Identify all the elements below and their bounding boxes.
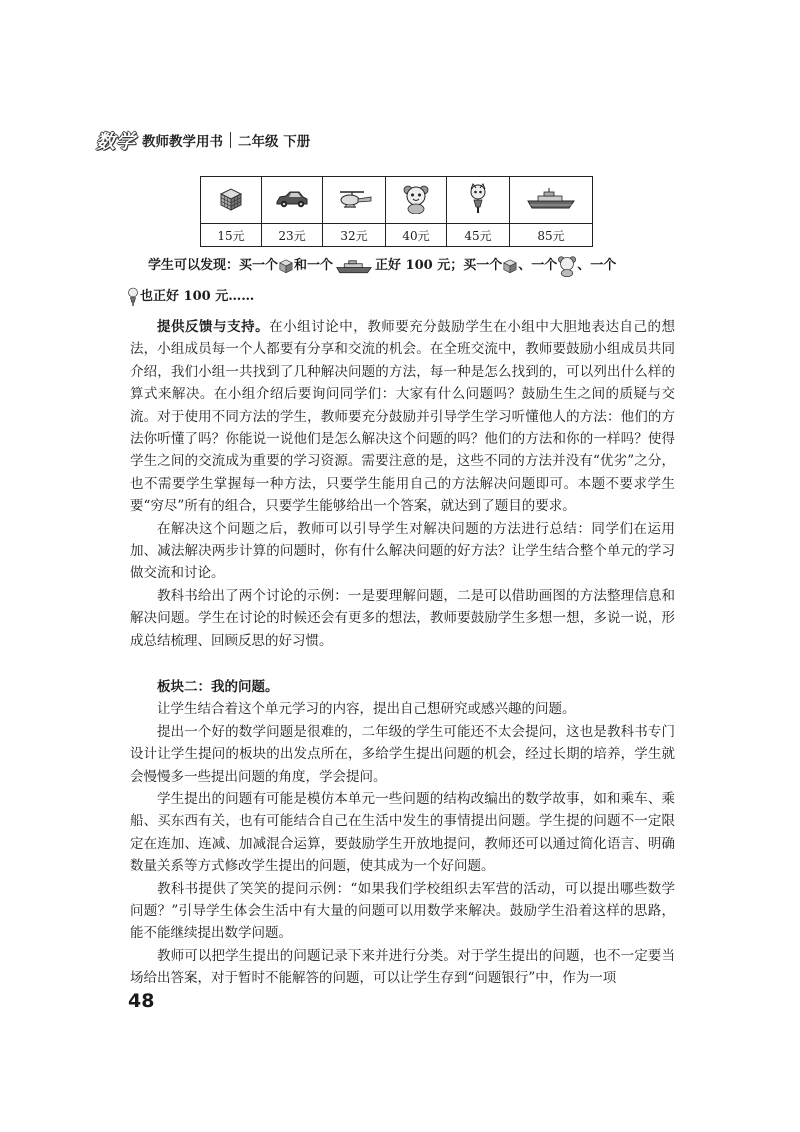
paragraph: 教科书提供了笑笑的提问示例：“如果我们学校组织去军营的活动，可以提出哪些数学问题？”引导学生体会生活中有大量的问题可以用数学来解决。鼓励学生沿着这样的思路，能不能继续提出数学问题。 <box>130 880 675 942</box>
discovery-text: 、一个 <box>518 258 558 273</box>
price-table-icon-cell <box>510 177 593 224</box>
page-header <box>96 128 310 152</box>
body-block-2 <box>130 676 675 990</box>
price-table-icon-cell <box>201 177 262 224</box>
toy-ship-icon <box>526 187 576 211</box>
toy-ship-icon <box>333 257 375 275</box>
helicopter-icon <box>334 188 374 210</box>
rubiks-cube-icon <box>502 258 518 274</box>
discovery-line-2 <box>126 284 666 310</box>
paragraph <box>130 316 675 518</box>
paragraph-heading: 提供反馈与支持。 <box>157 319 270 335</box>
paragraph: 教科书给出了两个讨论的示例：一是要理解问题，二是可以借助画图的方法整理信息和解决问题。学生在讨论的时候还会有更多的想法，教师要鼓励学生多想一想，多说一说，形成总结梳理、回顾反思的好习惯。 <box>130 587 675 649</box>
header-divider <box>230 132 231 148</box>
grade-label: 二年级 下册 <box>238 134 311 150</box>
price-cell: 23元 <box>262 224 323 247</box>
price-table-icon-cell <box>323 177 386 224</box>
doll-icon <box>126 286 140 308</box>
rubiks-cube-icon <box>278 258 294 274</box>
price-cell: 45元 <box>447 224 510 247</box>
discovery-text: 也正好 100 元…… <box>140 289 255 304</box>
plush-toy-icon <box>402 184 430 214</box>
toy-car-icon <box>275 188 309 210</box>
price-table <box>200 176 593 247</box>
paragraph: 提出一个好的数学问题是很难的，二年级的学生可能还不太会提问，这也是教科书专门设计让学生提问的板块的出发点所在，多给学生提出问题的机会，经过长期的培养，学生就会慢慢多一些提出问题的角度，学会提问。 <box>130 723 675 785</box>
page-number: 48 <box>128 990 155 1012</box>
price-cell: 32元 <box>323 224 386 247</box>
discovery-text: 学生可以发现：买一个 <box>148 258 279 273</box>
plush-toy-icon <box>557 255 577 277</box>
price-cell: 15元 <box>201 224 262 247</box>
discovery-line-1 <box>148 252 688 280</box>
rubiks-cube-icon <box>218 186 244 212</box>
price-cell: 85元 <box>510 224 593 247</box>
body-block-1 <box>130 316 675 652</box>
book-title: 教师教学用书 <box>142 134 224 150</box>
discovery-block <box>148 252 688 280</box>
paragraph-text: 在小组讨论中，教师要充分鼓励学生在小组中大胆地表达自己的想法，小组成员每一个人都要有分享和交流的机会。在全班交流中，教师要鼓励小组成员共同介绍，我们小组一共找到了几种解决问题的方法，每一种是怎么找到的，可以列出什么样的算式来解决。在小组介绍后要询问同学们：大家有什么问题吗？鼓励生生之间的质疑与交流。对于使用不同方法的学生，教师要充分鼓励并引导学生学习听懂他人的方法：他们的方法你听懂了吗？你能说一说他们是怎么解决这个问题的吗？他们的方法和你的一样吗？使得学生之间的交流成为重要的学习资源。需要注意的是，这些不同的方法并没有“优劣”之分，也不需要学生掌握每一种方法，只要学生能用自己的方法解决问题即可。本题不要求学生要“穷尽”所有的组合，只要学生能够给出一个答案，就达到了题目的要求。 <box>130 319 676 515</box>
doll-icon <box>467 183 489 215</box>
discovery-text: 、一个 <box>577 258 617 273</box>
discovery-text: 和一个 <box>294 258 334 273</box>
price-table-icon-cell <box>447 177 510 224</box>
price-table-icon-cell <box>262 177 323 224</box>
logo-char-1: 数 <box>96 130 117 153</box>
section-title: 板块二：我的问题。 <box>157 679 279 695</box>
paragraph: 学生提出的问题有可能是模仿本单元一些问题的结构改编出的数学故事，如和乘车、乘船、买东西有关，也有可能结合自己在生活中发生的事情提出问题。学生提的问题不一定限定在连加、连减、加减混合运算，要鼓励学生开放地提问，教师还可以通过简化语言、明确数量关系等方式修改学生提出的问题，使其成为一个好问题。 <box>130 791 675 875</box>
price-table-icon-cell <box>386 177 447 224</box>
math-logo <box>96 127 136 154</box>
price-cell: 40元 <box>386 224 447 247</box>
paragraph: 教师可以把学生提出的问题记录下来并进行分类。对于学生提出的问题，也不一定要当场给出答案，对于暂时不能解答的问题，可以让学生存到“问题银行”中，作为一项 <box>130 947 675 987</box>
paragraph: 让学生结合着这个单元学习的内容，提出自己想研究或感兴趣的问题。 <box>157 701 576 718</box>
paragraph: 在解决这个问题之后，教师可以引导学生对解决问题的方法进行总结：同学们在运用加、减法解决两步计算的问题时，你有什么解决问题的好方法？让学生结合整个单元的学习做交流和讨论。 <box>130 520 675 582</box>
logo-char-2: 学 <box>116 130 137 153</box>
discovery-block-2 <box>126 284 666 310</box>
discovery-text: 正好 100 元；买一个 <box>375 258 503 273</box>
